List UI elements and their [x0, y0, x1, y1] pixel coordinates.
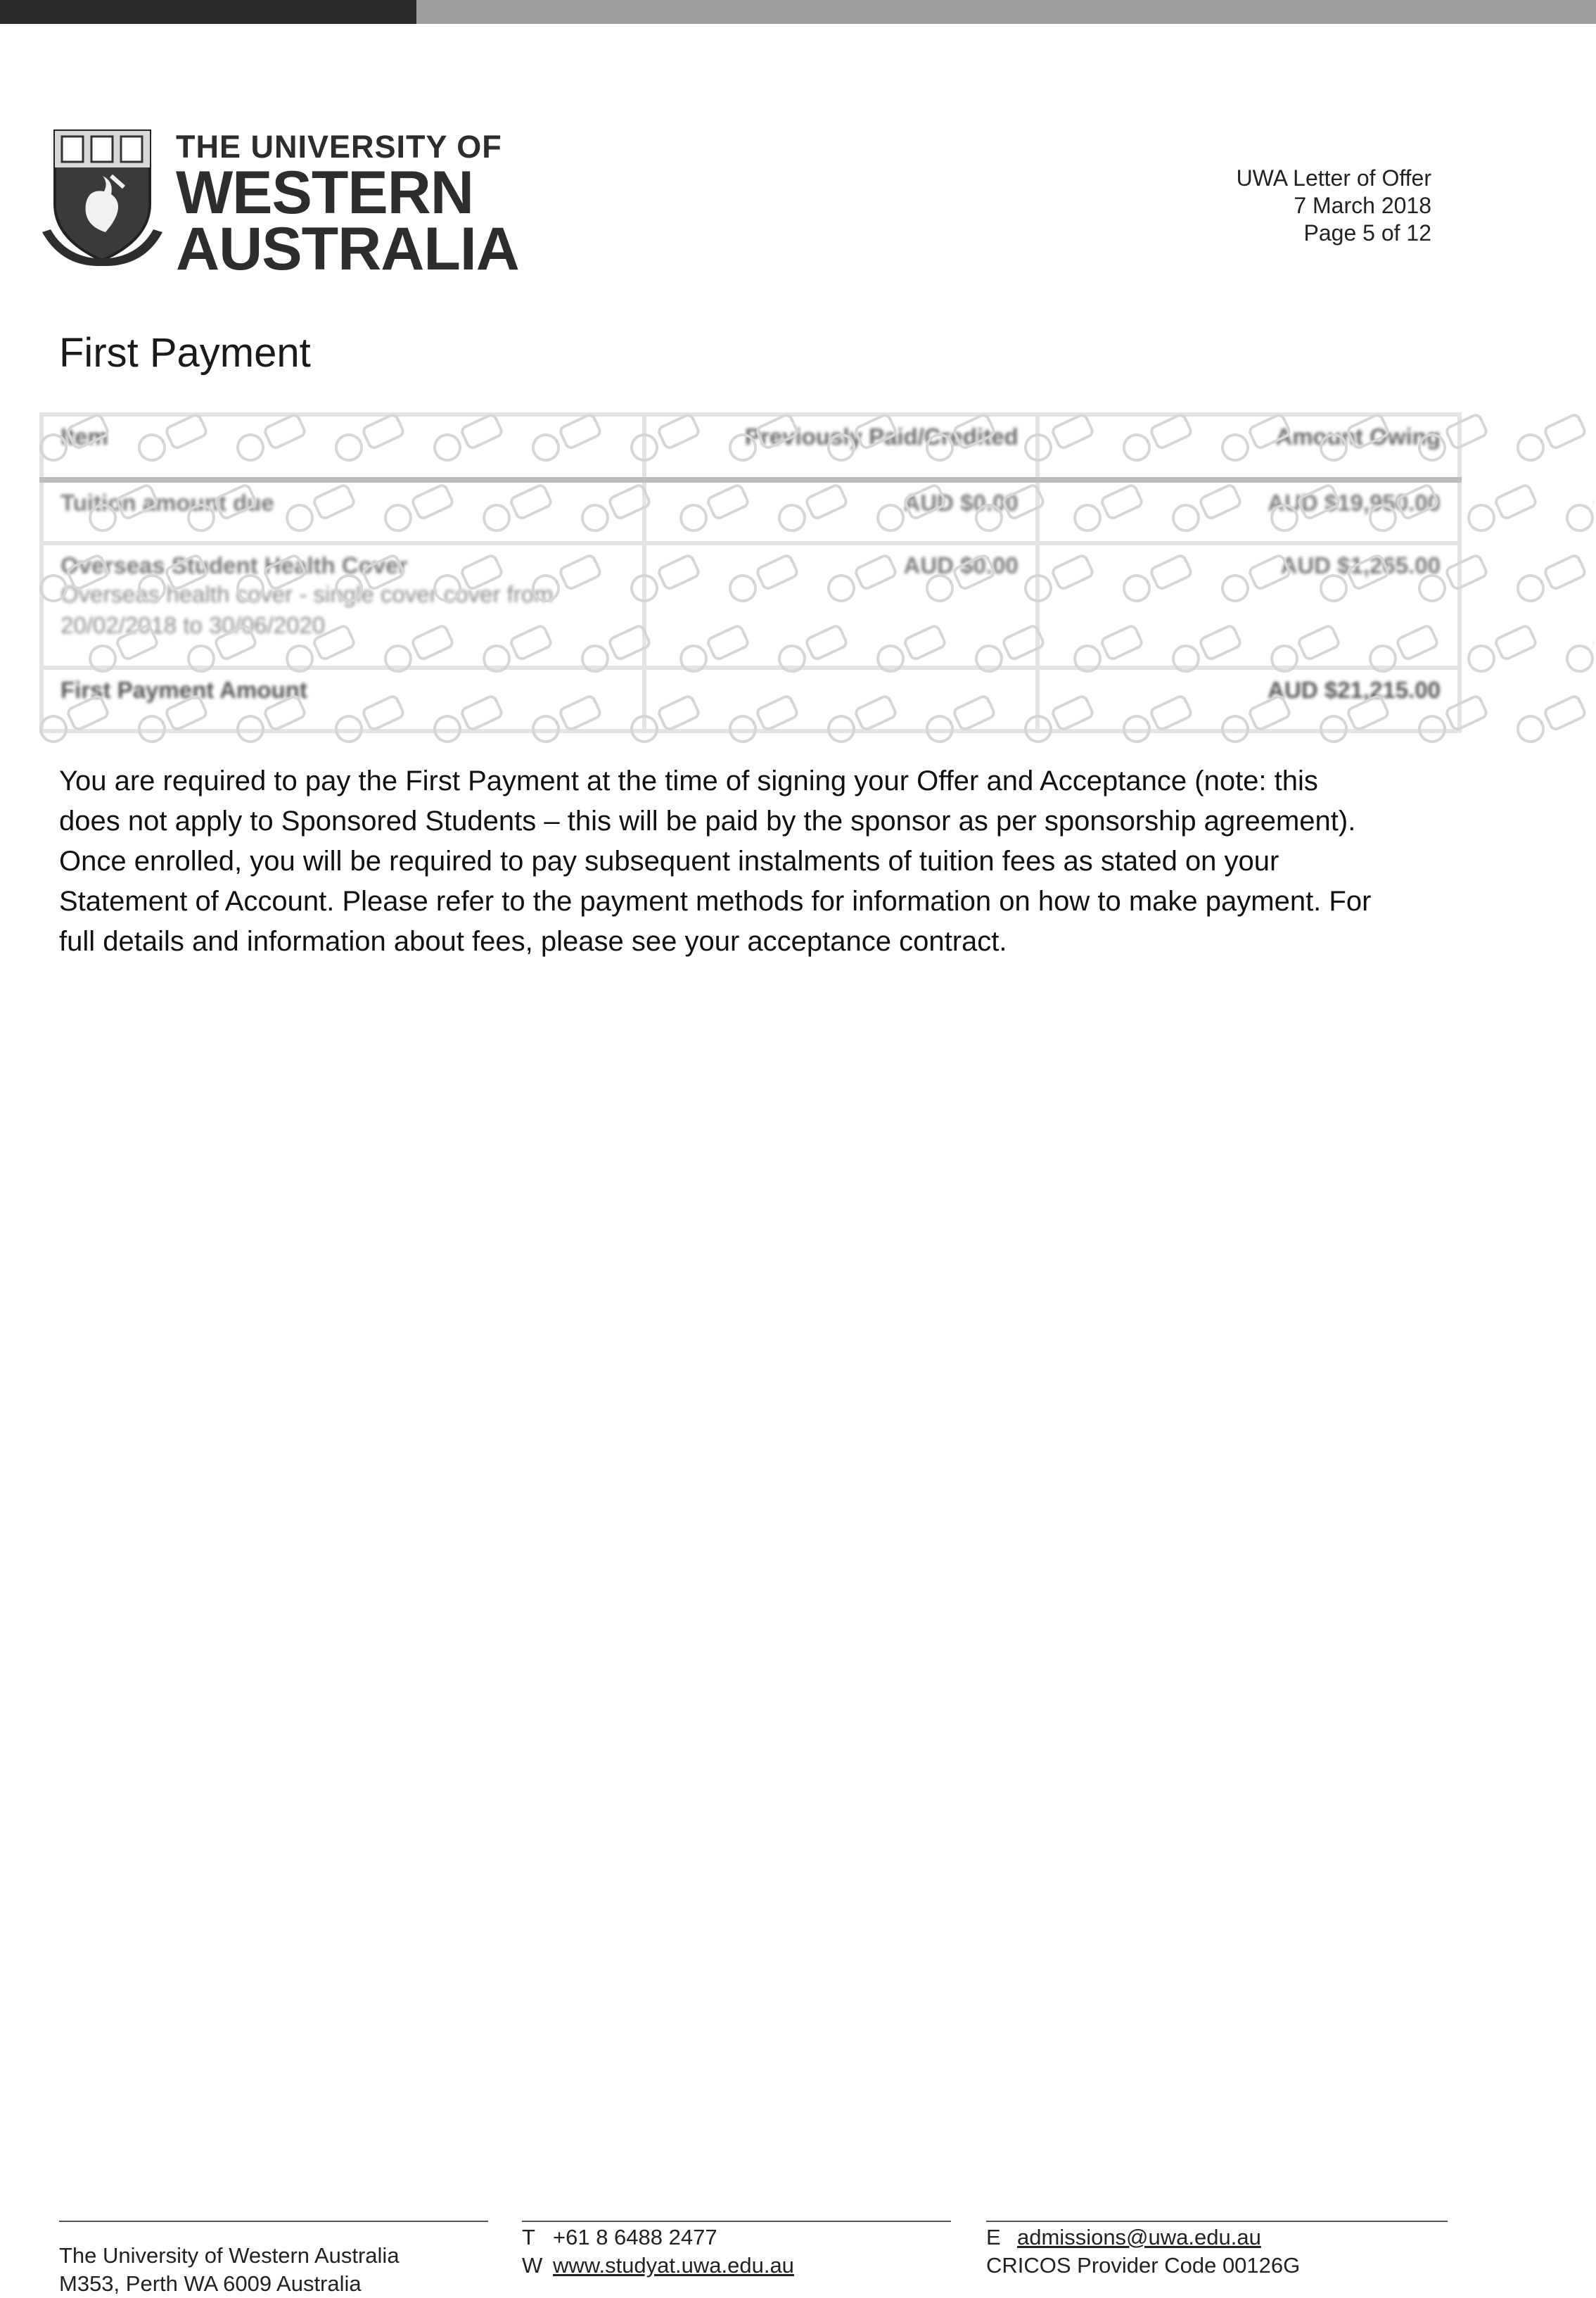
- watermark-stamp: [1514, 694, 1587, 746]
- letter-type: UWA Letter of Offer: [1236, 165, 1431, 191]
- body-line: You are required to pay the First Payment at the time of signing your Offer and Acceptance (note: this: [59, 766, 1318, 796]
- footer-contact: [522, 2223, 794, 2280]
- row-paid: AUD $0.00: [644, 480, 1038, 543]
- row-owing: AUD $19,950.00: [1038, 480, 1460, 543]
- footer-rule-2: [522, 2221, 951, 2222]
- body-line: does not apply to Sponsored Students – this will be paid by the sponsor as per sponsorship agreement).: [59, 806, 1356, 837]
- row-owing: AUD $1,265.00: [1038, 543, 1460, 668]
- footer-email-link[interactable]: admissions@uwa.edu.au: [1017, 2225, 1261, 2249]
- body-line: Once enrolled, you will be required to pay subsequent instalments of tuition fees as stated on your: [59, 846, 1279, 877]
- total-label: First Payment Amount: [42, 668, 644, 731]
- footer-rule-1: [59, 2221, 488, 2222]
- page-top-bar-accent: [0, 0, 416, 24]
- table-header-row: [42, 414, 1460, 480]
- footer-address: [59, 2242, 400, 2298]
- watermark-stamp: [1563, 483, 1594, 535]
- footer-rule-3: [986, 2221, 1448, 2222]
- payment-instructions: [59, 761, 1438, 962]
- university-wordmark: [176, 129, 519, 283]
- document-header-meta: [1237, 165, 1431, 247]
- footer-address-line2: M353, Perth WA 6009 Australia: [59, 2271, 362, 2296]
- body-line: Statement of Account. Please refer to the payment methods for information on how to make payment. For: [59, 886, 1372, 917]
- wordmark-line1: THE UNIVERSITY OF: [176, 129, 502, 165]
- university-logo: [41, 127, 519, 283]
- row-item: Overseas Student Health Cover: [60, 552, 408, 578]
- body-line: full details and information about fees, please see your acceptance contract.: [59, 926, 1007, 957]
- row-item: Tuition amount due: [42, 480, 644, 543]
- column-header-item: Item: [42, 414, 644, 480]
- table-row: [42, 543, 1460, 668]
- total-paid-empty: [644, 668, 1038, 731]
- footer-website-link[interactable]: www.studyat.uwa.edu.au: [553, 2253, 794, 2278]
- wordmark-line3: AUSTRALIA: [176, 215, 519, 283]
- column-header-paid: Previously Paid/Credited: [644, 414, 1038, 480]
- letter-date: 7 March 2018: [1294, 193, 1431, 218]
- fee-table-container: [39, 412, 1462, 733]
- footer-email-cricos: [986, 2223, 1300, 2280]
- table-total-row: [42, 668, 1460, 731]
- row-item-note: Overseas health cover - single cover cover from 20/02/2018 to 30/06/2020: [60, 580, 554, 638]
- watermark-stamp: [1563, 623, 1594, 675]
- table-row: [42, 480, 1460, 543]
- crest-icon: [41, 127, 164, 267]
- watermark-stamp: [1464, 483, 1538, 535]
- footer-address-line1: The University of Western Australia: [59, 2243, 400, 2268]
- row-paid: AUD $0.00: [644, 543, 1038, 668]
- web-label: W: [522, 2253, 543, 2278]
- watermark-stamp: [1464, 623, 1538, 675]
- footer-cricos: CRICOS Provider Code 00126G: [986, 2253, 1301, 2278]
- email-label: E: [986, 2225, 1001, 2249]
- watermark-stamp: [1514, 412, 1587, 464]
- watermark-stamp: [1514, 553, 1587, 605]
- row-item-cell: [42, 543, 644, 668]
- phone-label: T: [522, 2225, 535, 2249]
- page-number: Page 5 of 12: [1303, 220, 1431, 246]
- footer-phone[interactable]: +61 8 6488 2477: [553, 2225, 717, 2249]
- page-title: First Payment: [59, 330, 311, 376]
- total-owing: AUD $21,215.00: [1038, 668, 1460, 731]
- wordmark-line2: WESTERN: [176, 159, 473, 227]
- column-header-owing: Amount Owing: [1038, 414, 1460, 480]
- fee-table: [39, 412, 1462, 733]
